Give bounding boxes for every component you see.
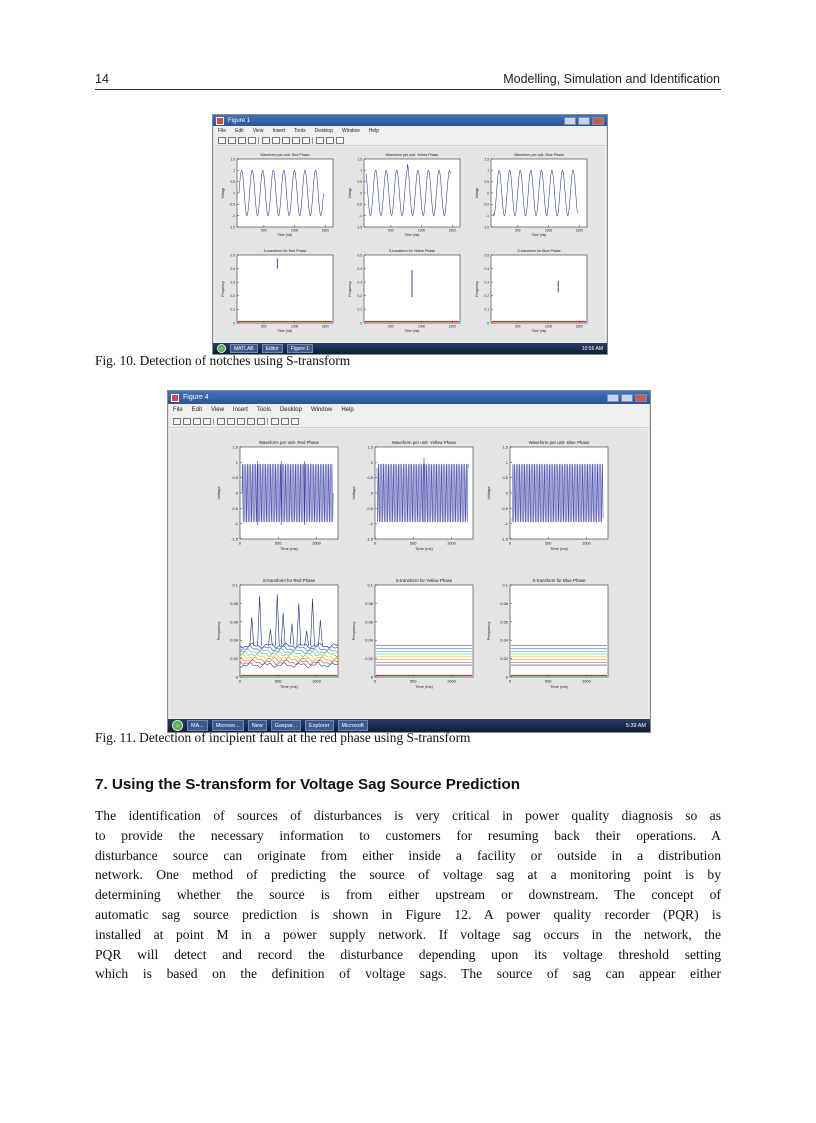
y-axis-label: Voltage: [486, 486, 491, 500]
y-tick-label: 1: [233, 168, 235, 173]
y-tick-label: 0: [487, 191, 489, 196]
axes-box: [375, 585, 473, 677]
figure-window-titlebar: [168, 391, 650, 404]
y-axis-label: Frequency: [221, 281, 225, 297]
matlab-figure-icon: [216, 117, 224, 125]
x-tick-label: 1000: [447, 678, 456, 684]
x-tick-label: 500: [409, 678, 417, 684]
y-axis-label: Frequency: [351, 621, 356, 641]
y-tick-label: 0.1: [232, 582, 238, 588]
y-axis-label: Frequency: [348, 281, 352, 297]
taskbar-button[interactable]: Figure 1: [287, 344, 313, 353]
x-tick-label: 1000: [290, 324, 299, 329]
taskbar-button[interactable]: MA...: [187, 720, 208, 731]
legend-icon[interactable]: [291, 418, 299, 425]
section-heading: 7. Using the S-transform for Voltage Sag Source Prediction: [95, 776, 521, 793]
y-tick-label: 0.04: [500, 637, 508, 643]
x-axis-label: Time (ms): [404, 233, 420, 238]
paragraph-line: disturbance source can originate from either inside a facility or outside in a distribution: [95, 847, 721, 863]
x-tick-label: 1000: [312, 678, 321, 684]
y-tick-label: 0.5: [230, 253, 235, 258]
y-tick-label: 0.5: [357, 179, 362, 184]
open-file-icon[interactable]: [228, 137, 236, 144]
figure-toolbar: [213, 135, 607, 146]
x-axis-label: Time (ms): [404, 329, 420, 334]
y-tick-label: 0.3: [230, 280, 235, 285]
y-tick-label: -0.5: [483, 202, 489, 207]
axes-box: [237, 255, 333, 323]
y-axis-label: Voltage: [348, 187, 352, 199]
y-tick-label: 0.1: [230, 307, 235, 312]
y-tick-label: 0.5: [230, 179, 235, 184]
y-tick-label: 0.3: [484, 280, 489, 285]
save-icon[interactable]: [238, 137, 246, 144]
axes-box: [510, 585, 608, 677]
x-tick-label: 0: [508, 678, 512, 684]
y-tick-label: -0.5: [231, 505, 238, 511]
x-tick-label: 1500: [448, 324, 456, 329]
y-tick-label: 1: [235, 459, 238, 465]
taskbar-button[interactable]: New: [248, 720, 267, 731]
x-axis-label: Time (ms): [415, 545, 433, 551]
pan-icon[interactable]: [292, 137, 300, 144]
data-cursor-icon[interactable]: [316, 137, 324, 144]
x-axis-label: Time (ms): [415, 683, 433, 689]
menu-window[interactable]: Window: [310, 406, 333, 413]
y-tick-label: 1.5: [502, 444, 508, 450]
figure-window-title: Figure 4: [183, 394, 209, 401]
legend-icon[interactable]: [336, 137, 344, 144]
paragraph-line: PQR will detect and record the disturbance depending upon its voltage threshold setting: [95, 946, 721, 962]
pointer-icon[interactable]: [217, 418, 225, 425]
x-tick-label: 1000: [544, 228, 553, 233]
running-head: Modelling, Simulation and Identification: [503, 72, 720, 86]
figure-11-caption: Fig. 11. Detection of incipient fault at the red phase using S-transform: [95, 730, 471, 745]
y-tick-label: 0.5: [367, 475, 373, 481]
x-axis-label: Time (ms): [531, 233, 547, 238]
y-tick-label: 0.04: [365, 637, 373, 643]
y-axis-label: Voltage: [221, 187, 225, 199]
subplot-title: Waveform per unit- Yellow Phase: [391, 440, 457, 445]
subplot-title: S-transform for Blue Phase: [532, 578, 586, 583]
pointer-icon[interactable]: [262, 137, 270, 144]
y-tick-label: -0.5: [229, 202, 235, 207]
matlab-figure-icon: [171, 394, 179, 402]
rotate-icon[interactable]: [257, 418, 265, 425]
toolbar-separator: [258, 137, 260, 144]
y-tick-label: 0: [370, 490, 373, 496]
save-icon[interactable]: [193, 418, 201, 425]
colorbar-icon[interactable]: [281, 418, 289, 425]
figure-10-screenshot: [212, 114, 608, 355]
figure-window-titlebar: [213, 115, 607, 126]
minimize-icon[interactable]: [607, 394, 619, 402]
y-tick-label: -1: [234, 521, 238, 527]
x-tick-label: 500: [515, 324, 521, 329]
y-tick-label: -1.5: [356, 225, 362, 230]
y-tick-label: 0.4: [230, 266, 235, 271]
y-tick-label: -1: [504, 521, 508, 527]
new-figure-icon[interactable]: [173, 418, 181, 425]
toolbar-separator: [312, 137, 314, 144]
x-axis-label: Time (ms): [550, 683, 568, 689]
new-figure-icon[interactable]: [218, 137, 226, 144]
subplot-panel: [475, 153, 587, 237]
y-axis-label: Voltage: [475, 187, 479, 199]
menu-edit[interactable]: Edit: [191, 406, 203, 413]
y-tick-label: 0: [505, 490, 508, 496]
y-tick-label: 1: [370, 459, 373, 465]
y-tick-label: -1: [369, 521, 373, 527]
y-tick-label: 0.5: [357, 253, 362, 258]
subplot-panel: [221, 249, 333, 333]
y-tick-label: 0: [487, 321, 489, 326]
menu-edit[interactable]: Edit: [235, 127, 244, 134]
x-tick-label: 1000: [417, 324, 426, 329]
y-tick-label: 0.1: [502, 582, 508, 588]
x-tick-label: 500: [515, 228, 521, 233]
y-tick-label: 1.5: [357, 157, 362, 162]
subplot-title: Waveform per unit- Yellow Phase: [385, 153, 439, 157]
y-tick-label: 0.5: [232, 475, 238, 481]
start-button-icon[interactable]: [217, 344, 226, 353]
taskbar-clock: 5:39 AM: [625, 722, 646, 729]
x-axis-label: Time (ms): [531, 329, 547, 334]
y-tick-label: 0.5: [502, 475, 508, 481]
y-tick-label: 0.4: [484, 266, 489, 271]
y-tick-label: 0.1: [367, 582, 373, 588]
y-tick-label: 1.5: [484, 157, 489, 162]
y-tick-label: 0: [360, 191, 362, 196]
data-cursor-icon[interactable]: [271, 418, 279, 425]
y-tick-label: 0.08: [230, 600, 238, 606]
figure-menubar: [213, 126, 607, 135]
x-tick-label: 500: [274, 678, 282, 684]
maximize-icon[interactable]: [578, 117, 590, 125]
x-tick-label: 1500: [321, 228, 329, 233]
colorbar-icon[interactable]: [326, 137, 334, 144]
paragraph-line: determining whether the source is from either upstream or downstream. The concept of: [95, 887, 721, 903]
y-tick-label: -1.5: [501, 536, 508, 542]
x-axis-label: Time (ms): [277, 329, 293, 334]
y-tick-label: 1: [505, 459, 508, 465]
print-icon[interactable]: [203, 418, 211, 425]
paragraph-line: The identification of sources of disturbances is very critical in power quality diagnosis so as: [95, 808, 721, 823]
menu-view[interactable]: View: [252, 127, 264, 134]
taskbar-clock: 10:56 AM: [581, 345, 603, 352]
y-tick-label: 0.3: [357, 280, 362, 285]
x-tick-label: 1000: [447, 540, 456, 546]
y-tick-label: 0.4: [357, 266, 362, 271]
x-tick-label: 0: [238, 678, 242, 684]
x-tick-label: 0: [508, 540, 512, 546]
paragraph-line: to provide the necessary information to customers for resuming back their operations. A: [95, 827, 721, 843]
subplot-panel: [348, 153, 460, 237]
subplot-panel: [475, 249, 587, 333]
y-tick-label: 0.5: [484, 179, 489, 184]
x-tick-label: 1000: [417, 228, 426, 233]
menu-desktop[interactable]: Desktop: [314, 127, 333, 134]
x-tick-label: 1000: [290, 228, 299, 233]
y-axis-label: Frequency: [486, 621, 491, 641]
y-tick-label: 0.02: [230, 656, 238, 662]
y-tick-label: 0: [235, 674, 238, 680]
paragraph-line: automatic sag source prediction is shown in Figure 12. A power quality recorder (PQR) is: [95, 906, 721, 922]
y-tick-label: 0: [235, 490, 238, 496]
subplot-title: S-transform for Blue Phase: [517, 249, 561, 253]
figure-toolbar: [168, 415, 650, 428]
menu-tools[interactable]: Tools: [293, 127, 306, 134]
y-tick-label: 0.06: [500, 619, 508, 625]
menu-tools[interactable]: Tools: [256, 406, 271, 413]
x-tick-label: 500: [388, 324, 394, 329]
pan-icon[interactable]: [247, 418, 255, 425]
x-tick-label: 500: [544, 540, 552, 546]
y-tick-label: -0.5: [501, 505, 508, 511]
y-tick-label: 0.2: [484, 294, 489, 299]
x-axis-label: Time (ms): [280, 683, 298, 689]
menu-file[interactable]: File: [173, 406, 183, 413]
x-tick-label: 1000: [544, 324, 553, 329]
y-axis-label: Frequency: [475, 281, 479, 297]
taskbar-button[interactable]: Microso...: [212, 720, 244, 731]
x-tick-label: 0: [373, 540, 377, 546]
menu-view[interactable]: View: [211, 406, 224, 413]
menu-insert[interactable]: Insert: [232, 406, 248, 413]
y-tick-label: -1: [359, 213, 362, 218]
x-tick-label: 500: [261, 228, 267, 233]
subplot-title: S-transform for Red Phase: [262, 578, 316, 583]
subplot-title: Waveform per unit- Blue Phase: [514, 153, 564, 157]
menu-desktop[interactable]: Desktop: [279, 406, 302, 413]
y-tick-label: 1.5: [230, 157, 235, 162]
figure-11-screenshot: [167, 390, 651, 733]
x-tick-label: 1000: [582, 678, 591, 684]
x-tick-label: 1000: [312, 540, 321, 546]
taskbar-button[interactable]: MATLAB: [230, 344, 258, 353]
x-tick-label: 500: [274, 540, 282, 546]
y-tick-label: 0: [360, 321, 362, 326]
y-tick-label: -1.5: [483, 225, 489, 230]
subplot-panel: [348, 249, 460, 333]
page-number: 14: [95, 72, 109, 86]
figure-11-plots: [170, 429, 646, 716]
figure-plot-area: [215, 147, 605, 342]
maximize-icon[interactable]: [621, 394, 633, 402]
menu-file[interactable]: File: [218, 127, 227, 134]
subplot-title: Waveform per unit- Blue Phase: [528, 440, 590, 445]
y-tick-label: 0.02: [365, 656, 373, 662]
subplot-panel: [221, 153, 333, 237]
y-tick-label: 0.1: [357, 307, 362, 312]
y-tick-label: -0.5: [366, 505, 373, 511]
y-tick-label: -1: [486, 213, 489, 218]
x-tick-label: 1500: [575, 228, 583, 233]
subplot-title: S-transform for Yellow Phase: [388, 249, 436, 253]
y-tick-label: -1: [232, 213, 235, 218]
y-tick-label: 0.06: [230, 619, 238, 625]
y-tick-label: 0.04: [230, 637, 238, 643]
x-tick-label: 1000: [582, 540, 591, 546]
y-tick-label: 0.02: [500, 656, 508, 662]
y-tick-label: -1.5: [229, 225, 235, 230]
subplot-title: Waveform per unit- Red Phase: [258, 440, 320, 445]
y-tick-label: 1.5: [367, 444, 373, 450]
taskbar-button[interactable]: Microsoft: [338, 720, 368, 731]
taskbar-button[interactable]: Explorer: [305, 720, 333, 731]
y-tick-label: 0: [370, 674, 373, 680]
minimize-icon[interactable]: [564, 117, 576, 125]
y-tick-label: -0.5: [356, 202, 362, 207]
y-tick-label: 1.5: [232, 444, 238, 450]
y-tick-label: 0.2: [357, 294, 362, 299]
menu-insert[interactable]: Insert: [272, 127, 285, 134]
y-axis-label: Frequency: [216, 621, 221, 641]
figure-menubar: [168, 404, 650, 415]
close-icon[interactable]: [592, 117, 604, 125]
y-tick-label: 0.08: [365, 600, 373, 606]
subplot-title: S-transform for Yellow Phase: [395, 578, 453, 583]
y-tick-label: 1: [360, 168, 362, 173]
taskbar-button[interactable]: Editor: [262, 344, 283, 353]
body-paragraph: [95, 806, 721, 984]
x-tick-label: 500: [544, 678, 552, 684]
menu-help[interactable]: Help: [341, 406, 354, 413]
rotate-icon[interactable]: [302, 137, 310, 144]
paragraph-line: which is based on the definition of voltage sags. The source of sag can appear either: [95, 966, 721, 982]
y-tick-label: -1.5: [366, 536, 373, 542]
paragraph-line: installed at point M in a power supply network. If voltage sag occurs in the network, the: [95, 926, 721, 942]
subplot-title: S-transform for Red Phase: [263, 249, 307, 253]
zoom-out-icon[interactable]: [237, 418, 245, 425]
y-tick-label: 0.5: [484, 253, 489, 258]
x-axis-label: Time (ms): [280, 545, 298, 551]
y-tick-label: 0: [233, 191, 235, 196]
x-tick-label: 500: [409, 540, 417, 546]
toolbar-separator: [267, 418, 269, 425]
y-axis-label: Voltage: [216, 486, 221, 500]
figure-10-plots: [215, 147, 603, 340]
subplot-title: Waveform per unit- Red Phase: [260, 153, 310, 157]
zoom-out-icon[interactable]: [282, 137, 290, 144]
x-tick-label: 1500: [448, 228, 456, 233]
y-tick-label: 0.06: [365, 619, 373, 625]
close-icon[interactable]: [635, 394, 647, 402]
axes-box: [491, 255, 587, 323]
y-axis-label: Voltage: [351, 486, 356, 500]
figure-10-caption: Fig. 10. Detection of notches using S-transform: [95, 353, 351, 368]
x-tick-label: 500: [388, 228, 394, 233]
y-tick-label: -1.5: [231, 536, 238, 542]
header-rule: [95, 89, 721, 90]
x-tick-label: 1500: [575, 324, 583, 329]
y-tick-label: 0.2: [230, 294, 235, 299]
y-tick-label: 0: [233, 321, 235, 326]
paragraph-line: network. One method of predicting the source of voltage sag at a monitoring point is by: [95, 867, 721, 883]
x-tick-label: 0: [238, 540, 242, 546]
menu-help[interactable]: Help: [368, 127, 380, 134]
y-tick-label: 0: [505, 674, 508, 680]
taskbar-button[interactable]: Gaspar...: [271, 720, 301, 731]
y-tick-label: 1: [487, 168, 489, 173]
x-axis-label: Time (ms): [277, 233, 293, 238]
figure-plot-area: [170, 429, 648, 718]
toolbar-separator: [213, 418, 215, 425]
figure-window-title: Figure 1: [228, 117, 251, 124]
axes-box: [237, 159, 333, 227]
x-tick-label: 500: [261, 324, 267, 329]
y-tick-label: 0.08: [500, 600, 508, 606]
x-tick-label: 0: [373, 678, 377, 684]
x-tick-label: 1500: [321, 324, 329, 329]
print-icon[interactable]: [248, 137, 256, 144]
zoom-in-icon[interactable]: [272, 137, 280, 144]
open-file-icon[interactable]: [183, 418, 191, 425]
x-axis-label: Time (ms): [550, 545, 568, 551]
zoom-in-icon[interactable]: [227, 418, 235, 425]
y-tick-label: 0.1: [484, 307, 489, 312]
menu-window[interactable]: Window: [341, 127, 360, 134]
